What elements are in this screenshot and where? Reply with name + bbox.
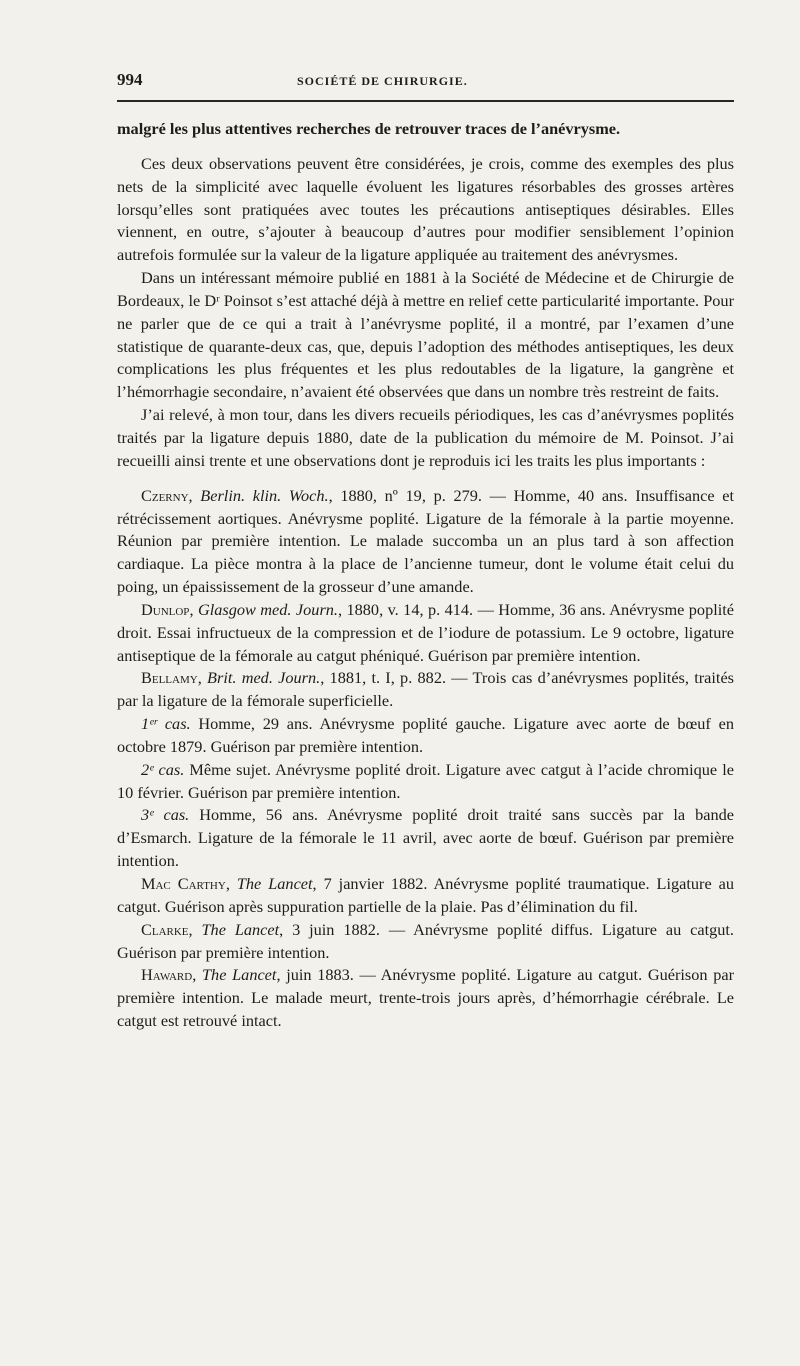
case-journal: The Lancet bbox=[236, 874, 313, 893]
paragraph: Dans un intéressant mémoire publié en 1881 à la Société de Médecine et de Chirurgie de Bordeaux, le Dʳ Poinsot s’est attaché déjà à mettre en relief cette particularité importante. Pour ne parler que de ce qui a trait à l’anévrysme poplité, il a montré, par l’examen d’une statistique de quarante-deux cas, que, depuis l’adoption des méthodes antiseptiques, les deux complications les plus fréquentes et les plus redoutables de la ligature, la gangrène et l’hémorrhagie secondaire, n’avaient été observées que dans un nombre très restreint de faits. bbox=[117, 268, 734, 402]
case-label: 2ᵉ cas. bbox=[141, 759, 185, 779]
page-header bbox=[117, 70, 734, 96]
case-entry: Clarke, The Lancet, 3 juin 1882. — Anévrysme poplité diffus. Ligature au catgut. Guérison par première intention. bbox=[117, 919, 734, 962]
running-head: SOCIÉTÉ DE CHIRURGIE. bbox=[297, 74, 468, 88]
case-journal: Berlin. klin. Woch. bbox=[200, 485, 329, 505]
case-subentry bbox=[117, 759, 734, 805]
case-author: Dunlop bbox=[141, 599, 190, 619]
case-subentry bbox=[117, 713, 734, 759]
case-text: , 3 juin 1882. — Anévrysme poplité diffus. Ligature au catgut. Guérison par première intention. bbox=[117, 919, 734, 962]
case-entry: Bellamy, Brit. med. Journ., 1881, t. I, p. 882. — Trois cas d’anévrysmes poplités, traités par la ligature de la fémorale superficielle. bbox=[117, 668, 735, 711]
page-number: 994 bbox=[117, 70, 143, 89]
paragraph: Ces deux observations peuvent être considérées, je crois, comme des exemples des plus nets de la simplicité avec laquelle évoluent les ligatures résorbables des grosses artères lorsqu’elles sont pratiquées avec toutes les précautions antiseptiques désirables. Elles viennent, en outre, s’ajouter à beaucoup d’autres pour modifier sensiblement l’opinion autrefois formulée sur la valeur de la ligature appliquée au traitement des anévrysmes. bbox=[117, 153, 734, 265]
case-text: , juin 1883. — Anévrysme poplité. Ligature au catgut. Guérison par première intention. Le malade meurt, trente-trois jours après, d’hémorrhagie cérébrale. Le catgut est retrouvé intact. bbox=[117, 965, 735, 1031]
case-label: 3ᵉ cas. bbox=[141, 805, 190, 825]
case-journal: The Lancet bbox=[202, 965, 277, 985]
paragraph: J’ai relevé, à mon tour, dans les divers recueils périodiques, les cas d’anévrysmes poplités traités par la ligature depuis 1880, date de la publication du mémoire de M. Poinsot. J’ai recueilli ainsi trente et une observations dont je reproduis ici les traits les plus importants : bbox=[117, 405, 734, 470]
case-text: Même sujet. Anévrysme poplité droit. Ligature avec catgut à l’acide chromique le 10 février. Guérison par première intention. bbox=[117, 759, 734, 802]
book-page bbox=[117, 70, 734, 1033]
case-subentry bbox=[117, 804, 734, 873]
case-text: Homme, 29 ans. Anévrysme poplité gauche. Ligature avec aorte de bœuf en octobre 1879. Guérison par première intention. bbox=[117, 714, 735, 756]
case-label: 1ᵉʳ cas. bbox=[141, 714, 191, 734]
header-rule bbox=[117, 100, 734, 102]
case-text: , 7 janvier 1882. Anévrysme poplité traumatique. Ligature au catgut. Guérison après suppuration partielle de la plaie. Pas d’élimination du fil. bbox=[117, 874, 734, 916]
case-text: Homme, 56 ans. Anévrysme poplité droit traité sans succès par la bande d’Esmarch. Ligature de la fémorale le 11 avril, avec aorte de bœuf. Guérison par première intention. bbox=[117, 805, 734, 871]
case-author: Mac Carthy bbox=[141, 874, 226, 893]
case-author: Haward bbox=[141, 965, 193, 985]
case-author: Clarke bbox=[141, 919, 189, 939]
body-text bbox=[117, 118, 734, 1033]
case-journal: Brit. med. Journ. bbox=[207, 668, 321, 688]
case-journal: Glasgow med. Journ. bbox=[197, 599, 338, 619]
case-entry: Mac Carthy, The Lancet, 7 janvier 1882. Anévrysme poplité traumatique. Ligature au catgut. Guérison après suppuration partielle de la plaie. Pas d’élimination du fil. bbox=[117, 874, 734, 916]
case-text: , 1880, v. 14, p. 414. — Homme, 36 ans. Anévrysme poplité droit. Essai infructueux de la compression et de l’iodure de potassium. Le 9 octobre, ligature antiseptique de la fémorale au catgut phéniqué. Guérison par première intention. bbox=[117, 599, 735, 665]
case-journal: The Lancet bbox=[201, 919, 280, 939]
case-entry: Dunlop, Glasgow med. Journ., 1880, v. 14, p. 414. — Homme, 36 ans. Anévrysme poplité droit. Essai infructueux de la compression et de l’iodure de potassium. Le 9 octobre, ligature antiseptique de la fémorale au catgut phéniqué. Guérison par première intention. bbox=[117, 599, 735, 665]
case-entry: Czerny, Berlin. klin. Woch., 1880, nº 19, p. 279. — Homme, 40 ans. Insuffisance et rétrécissement aortiques. Anévrysme poplité. Ligature de la fémorale à la partie moyenne. Réunion par première intention. Le malade succomba un an plus tard à son affection cardiaque. La pièce montra à la place de l’ancienne tumeur, dont le volume était celui du poing, un épaississement de la grosseur d’une amande. bbox=[117, 485, 734, 597]
paragraph-continuation: malgré les plus attentives recherches de retrouver traces de l’anévrysme. bbox=[117, 119, 621, 138]
case-author: Czerny bbox=[141, 485, 189, 505]
case-text: , 1881, t. I, p. 882. — Trois cas d’anévrysmes poplités, traités par la ligature de la fémorale superficielle. bbox=[117, 668, 735, 711]
case-author: Bellamy bbox=[141, 668, 198, 688]
case-text: , 1880, nº 19, p. 279. — Homme, 40 ans. Insuffisance et rétrécissement aortiques. Anévrysme poplité. Ligature de la fémorale à la partie moyenne. Réunion par première intention. Le malade succomba un an plus tard à son affection cardiaque. La pièce montra à la place de l’ancienne tumeur, dont le volume était celui du poing, un épaississement de la grosseur d’une amande. bbox=[117, 485, 734, 597]
case-entry: Haward, The Lancet, juin 1883. — Anévrysme poplité. Ligature au catgut. Guérison par première intention. Le malade meurt, trente-trois jours après, d’hémorrhagie cérébrale. Le catgut est retrouvé intact. bbox=[117, 965, 735, 1031]
